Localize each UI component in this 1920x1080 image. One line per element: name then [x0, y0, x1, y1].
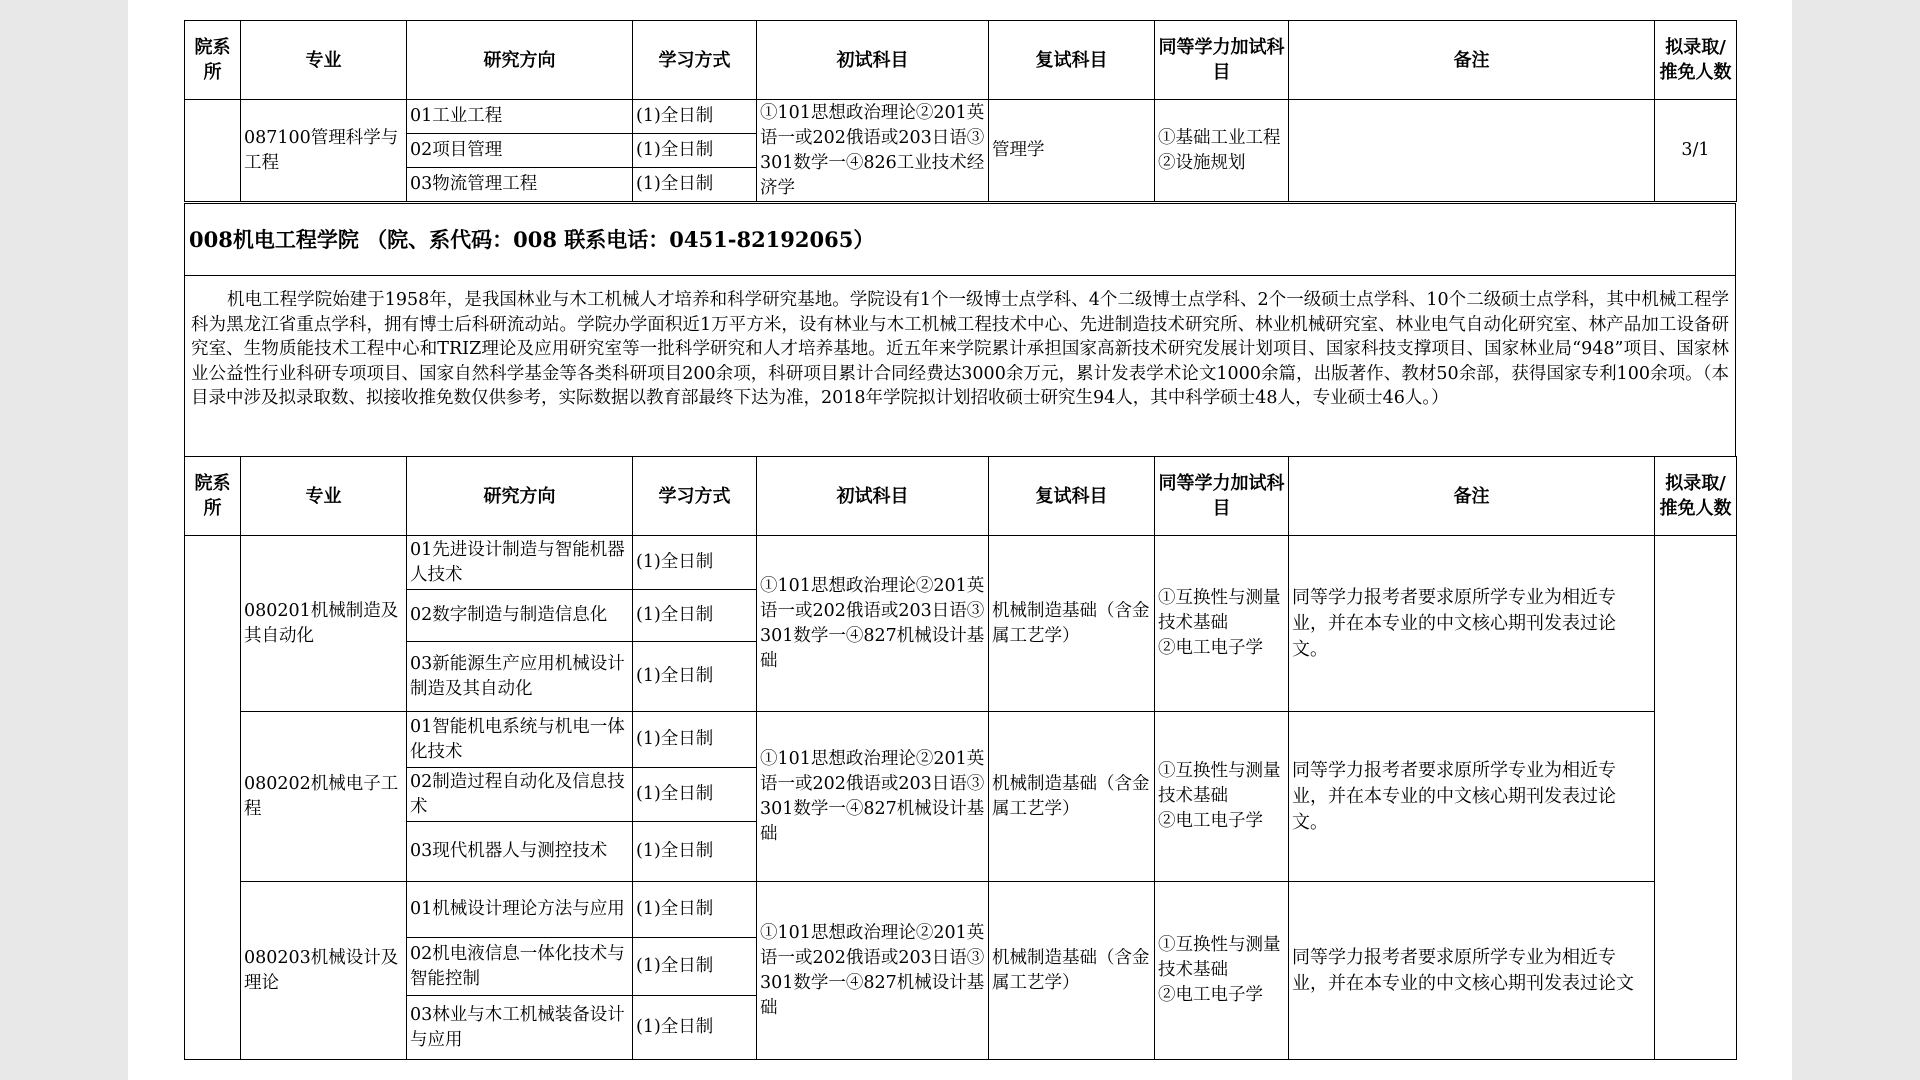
header-exam: 初试科目 [757, 457, 989, 536]
mode-cell: (1)全日制 [633, 100, 757, 134]
admission-table-main [184, 456, 1737, 1060]
admission-table-top [184, 20, 1737, 202]
direction-cell: 03新能源生产应用机械设计制造及其自动化 [407, 642, 633, 712]
header-extra: 同等学力加试科目 [1155, 457, 1289, 536]
mode-cell: (1)全日制 [633, 996, 757, 1060]
major-cell: 087100管理科学与工程 [241, 100, 407, 202]
extra-cell: ①互换性与测量技术基础 ②电工电子学 [1155, 712, 1289, 882]
header-major: 专业 [241, 457, 407, 536]
retest-cell: 机械制造基础（含金属工艺学） [989, 536, 1155, 712]
direction-cell: 02数字制造与制造信息化 [407, 590, 633, 642]
header-retest: 复试科目 [989, 457, 1155, 536]
section-intro: 机电工程学院始建于1958年，是我国林业与木工机械人才培养和科学研究基地。学院设有1个一级博士点学科、4个二级博士点学科、2个一级硕士点学科、10个二级硕士点学科，其中机械工程学科为黑龙江省重点学科，拥有博士后科研流动站。学院办学面积近1万平方米，设有林业与木工机械工程技术中心、先进制造技术研究所、林业机械研究室、林业电气自动化研究室、林产品加工设备研究室、生物质能技术工程中心和TRIZ理论及应用研究室等一批科学研究和人才培养基地。近五年来学院累计承担国家高新技术研究发展计划项目、国家科技支撑项目、国家林业局“948”项目、国家林业公益性行业科研专项项目、国家自然科学基金等各类科研项目200余项，科研项目累计合同经费达3000余万元，累计发表学术论文1000余篇，出版著作、教材50余部，获得国家专利100余项。（本目录中涉及拟录取数、拟接收推免数仅供参考，实际数据以教育部最终下达为准，2018年学院拟计划招收硕士研究生94人，其中科学硕士48人，专业硕士46人。） [184, 275, 1736, 456]
header-notes: 备注 [1289, 457, 1655, 536]
section-heading [184, 203, 1736, 275]
mode-cell: (1)全日制 [633, 822, 757, 882]
mode-cell: (1)全日制 [633, 590, 757, 642]
document-page [128, 0, 1792, 1080]
mode-cell: (1)全日制 [633, 134, 757, 168]
header-direction: 研究方向 [407, 21, 633, 100]
header-notes: 备注 [1289, 21, 1655, 100]
header-mode: 学习方式 [633, 21, 757, 100]
table-row [185, 712, 1737, 768]
exam-cell: ①101思想政治理论②201英语一或202俄语或203日语③301数学一④827机械设计基础 [757, 536, 989, 712]
direction-cell: 01智能机电系统与机电一体化技术 [407, 712, 633, 768]
header-dept: 院系所 [185, 21, 241, 100]
notes-cell [1289, 100, 1655, 202]
direction-cell: 01工业工程 [407, 100, 633, 134]
exam-cell: ①101思想政治理论②201英语一或202俄语或203日语③301数学一④827机械设计基础 [757, 882, 989, 1060]
retest-cell: 机械制造基础（含金属工艺学） [989, 712, 1155, 882]
header-quota: 拟录取/推免人数 [1655, 457, 1737, 536]
table-row [185, 100, 1737, 134]
direction-cell: 02项目管理 [407, 134, 633, 168]
direction-cell: 01先进设计制造与智能机器人技术 [407, 536, 633, 590]
extra-cell: ①互换性与测量技术基础 ②电工电子学 [1155, 882, 1289, 1060]
notes-cell: 同等学力报考者要求原所学专业为相近专业，并在本专业的中文核心期刊发表过论文 [1289, 882, 1655, 1060]
extra-cell: ①基础工业工程 ②设施规划 [1155, 100, 1289, 202]
direction-cell: 02制造过程自动化及信息技术 [407, 768, 633, 822]
table-header-row [185, 457, 1737, 536]
direction-cell: 03现代机器人与测控技术 [407, 822, 633, 882]
header-major: 专业 [241, 21, 407, 100]
retest-cell: 管理学 [989, 100, 1155, 202]
header-quota: 拟录取/推免人数 [1655, 21, 1737, 100]
header-dept: 院系所 [185, 457, 241, 536]
quota-cell [1655, 536, 1737, 1060]
header-exam: 初试科目 [757, 21, 989, 100]
mode-cell: (1)全日制 [633, 642, 757, 712]
header-extra: 同等学力加试科目 [1155, 21, 1289, 100]
direction-cell: 03物流管理工程 [407, 168, 633, 202]
mode-cell: (1)全日制 [633, 536, 757, 590]
direction-cell: 01机械设计理论方法与应用 [407, 882, 633, 938]
exam-cell: ①101思想政治理论②201英语一或202俄语或203日语③301数学一④827机械设计基础 [757, 712, 989, 882]
major-cell: 080202机械电子工程 [241, 712, 407, 882]
dept-cell [185, 100, 241, 202]
mode-cell: (1)全日制 [633, 712, 757, 768]
retest-cell: 机械制造基础（含金属工艺学） [989, 882, 1155, 1060]
major-cell: 080201机械制造及其自动化 [241, 536, 407, 712]
major-cell: 080203机械设计及理论 [241, 882, 407, 1060]
table-header-row [185, 21, 1737, 100]
quota-cell: 3/1 [1655, 100, 1737, 202]
section-title-text: 008机电工程学院 （院、系代码：008 联系电话：0451-82192065） [189, 227, 875, 252]
header-direction: 研究方向 [407, 457, 633, 536]
direction-cell: 02机电液信息一体化技术与智能控制 [407, 938, 633, 996]
mode-cell: (1)全日制 [633, 168, 757, 202]
direction-cell: 03林业与木工机械装备设计与应用 [407, 996, 633, 1060]
table-row [185, 882, 1737, 938]
table-row [185, 536, 1737, 590]
header-mode: 学习方式 [633, 457, 757, 536]
mode-cell: (1)全日制 [633, 938, 757, 996]
mode-cell: (1)全日制 [633, 882, 757, 938]
notes-cell: 同等学力报考者要求原所学专业为相近专业，并在本专业的中文核心期刊发表过论文。 [1289, 536, 1655, 712]
header-retest: 复试科目 [989, 21, 1155, 100]
notes-cell: 同等学力报考者要求原所学专业为相近专业，并在本专业的中文核心期刊发表过论文。 [1289, 712, 1655, 882]
mode-cell: (1)全日制 [633, 768, 757, 822]
exam-cell: ①101思想政治理论②201英语一或202俄语或203日语③301数学一④826工业技术经济学 [757, 100, 989, 202]
dept-cell [185, 536, 241, 1060]
extra-cell: ①互换性与测量技术基础 ②电工电子学 [1155, 536, 1289, 712]
